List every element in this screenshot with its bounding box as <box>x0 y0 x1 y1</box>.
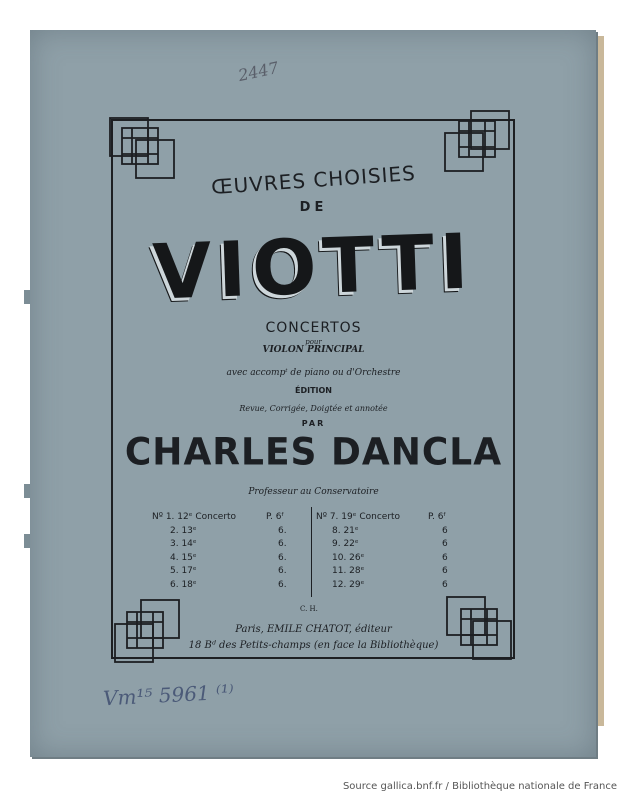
catalog-left-prices <box>266 512 306 593</box>
catalog-price: 6. <box>278 566 287 576</box>
catalog-entry: 4. 15ᵉ <box>170 552 197 563</box>
catalog-entry: 6. 18ᵉ <box>170 579 197 590</box>
catalog-price: 6 <box>442 539 448 549</box>
shelfmark: Vm¹⁵ 5961 ⁽¹⁾ <box>102 679 235 711</box>
catalog-price: 6 <box>442 552 448 563</box>
catalog-entry: 9. 22ᵉ <box>332 539 359 549</box>
catalog-price: 6. <box>278 539 287 549</box>
catalog-entry: 11. 28ᵉ <box>332 566 365 576</box>
revised-label: Revue, Corrigée, Doigtée et annotée <box>239 404 388 413</box>
catalog-right-numbers <box>316 512 406 593</box>
catalog-price: 6. <box>278 552 287 563</box>
catalog-price: 6 <box>442 525 448 536</box>
catalog-divider <box>311 507 312 597</box>
instrument-label: VIOLON PRINCIPAL <box>262 345 365 355</box>
composer-name: VIOTTI <box>151 216 476 317</box>
catalog-entry: 10. 26ᵉ <box>332 552 365 563</box>
source-credit[interactable]: Source gallica.bnf.fr / Bibliothèque nationale de France <box>342 781 617 792</box>
heading-oeuvres-choisies: ŒUVRES CHOISIES <box>210 160 417 200</box>
catalog-right-prices <box>428 512 468 593</box>
catalog-entry: 5. 17ᵉ <box>170 566 197 576</box>
binding-tab <box>24 534 30 548</box>
corner-ornament-top-left <box>108 116 178 181</box>
catalog-entry: Nº 1. 12ᵉ Concerto <box>152 512 237 522</box>
publisher-line: Paris, EMILE CHATOT, éditeur <box>235 624 392 635</box>
catalog-left-numbers <box>152 512 236 593</box>
heading-de: DE <box>299 200 328 215</box>
catalog-entry: 3. 14ᵉ <box>170 539 197 549</box>
pencil-mark: 2447 <box>236 57 281 86</box>
catalog-entry: Nº 7. 19ᵉ Concerto <box>316 512 401 522</box>
catalog-price: 6 <box>442 579 448 590</box>
catalog-price: P. 6ᶠ <box>266 512 285 522</box>
par-label: PAR <box>301 419 326 428</box>
publisher-address: 18 Bᵈ des Petits-champs (en face la Bibliothèque) <box>188 640 439 651</box>
catalog-price: 6 <box>442 566 448 576</box>
work-type: CONCERTOS <box>265 320 362 336</box>
catalog-entry: 2. 13ᵉ <box>170 525 197 536</box>
catalog-entry: 8. 21ᵉ <box>332 525 359 536</box>
catalog-entry: 12. 29ᵉ <box>332 579 365 590</box>
accompaniment-label: avec accompᵗ de piano ou d'Orchestre <box>226 368 401 378</box>
pour-label: pour <box>305 338 322 346</box>
edition-label: ÉDITION <box>294 386 332 395</box>
editor-name: CHARLES DANCLA <box>124 430 503 475</box>
catalog-price: P. 6ᶠ <box>428 512 447 522</box>
catalog-price: 6. <box>278 525 287 536</box>
plate-mark: C. H. <box>300 605 318 613</box>
editor-role: Professeur au Conservatoire <box>248 487 379 497</box>
catalog-price: 6. <box>278 579 287 590</box>
